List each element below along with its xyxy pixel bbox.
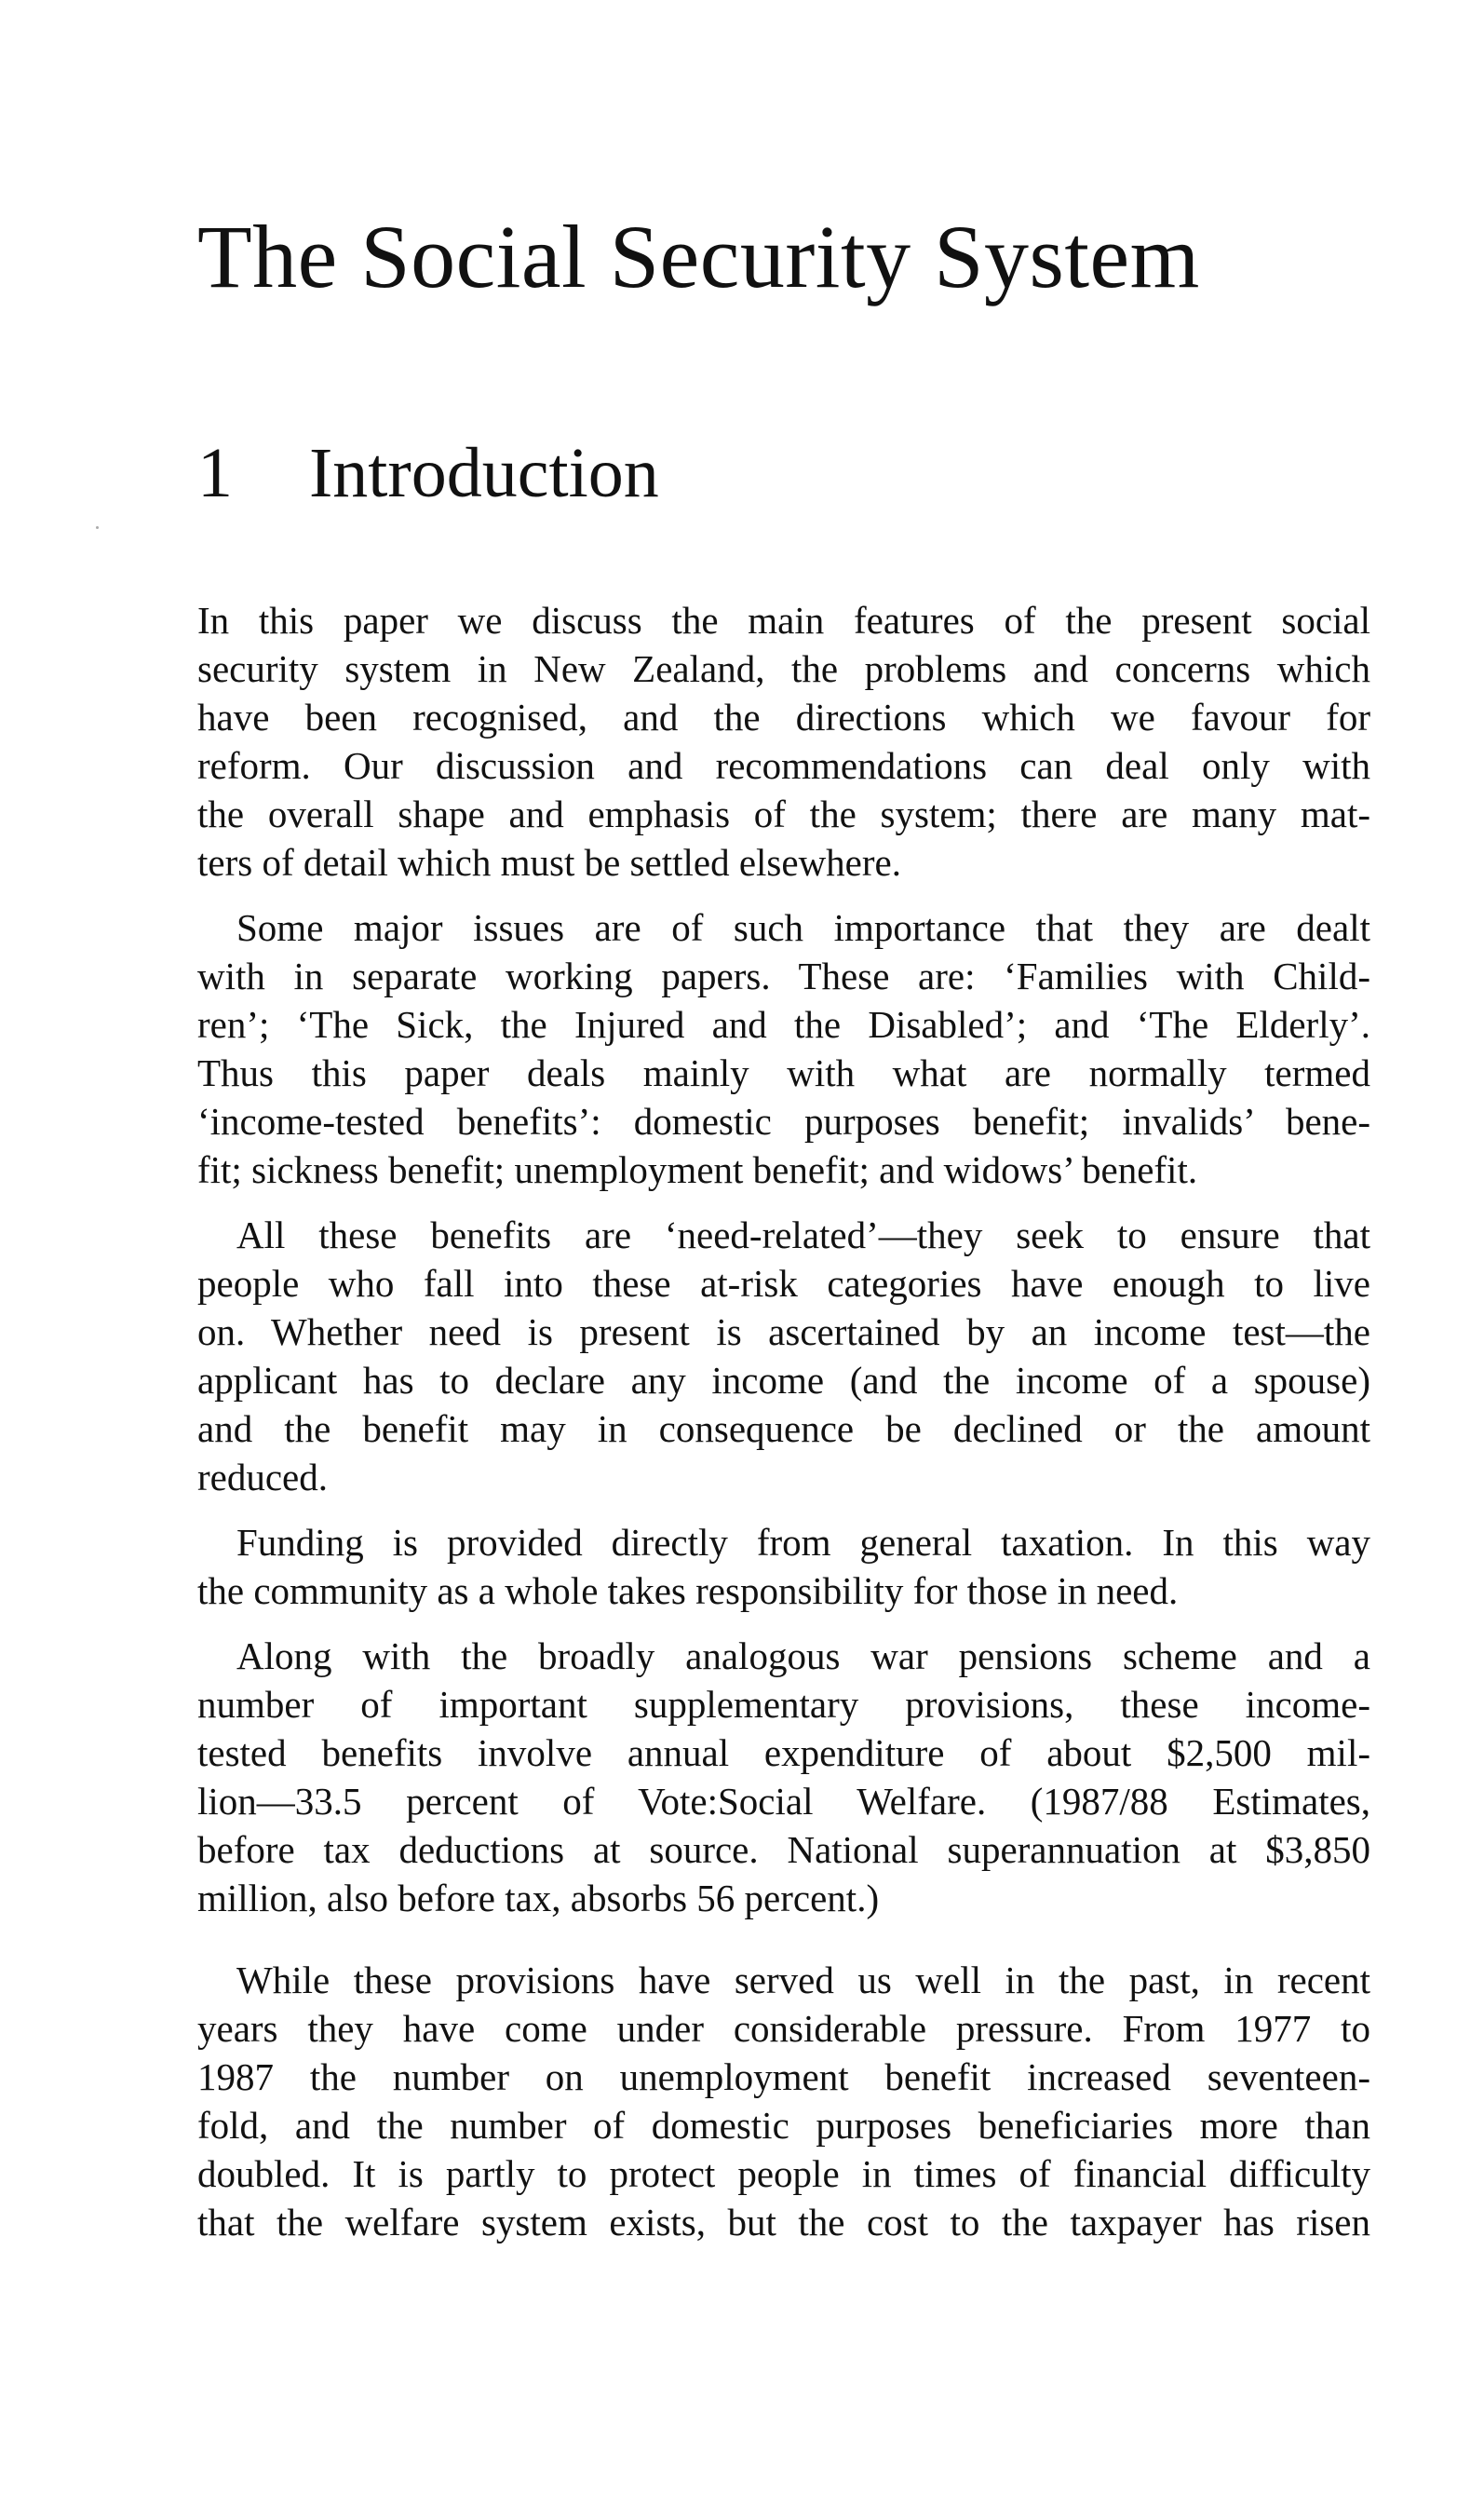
text-line: ters of detail which must be settled elsewhere. bbox=[197, 841, 901, 884]
section-heading bbox=[197, 434, 659, 512]
text-line: the overall shape and emphasis of the system; there are many mat- bbox=[197, 793, 1370, 835]
text-line: All these benefits are ‘need-related’—they seek to ensure that bbox=[236, 1213, 1370, 1256]
section-title: Introduction bbox=[309, 434, 659, 512]
paragraph-4 bbox=[197, 1518, 1370, 1615]
text-line: Along with the broadly analogous war pensions scheme and a bbox=[236, 1634, 1370, 1677]
text-line: Some major issues are of such importance that they are dealt bbox=[236, 906, 1370, 949]
text-line: and the benefit may in consequence be declined or the amount bbox=[197, 1407, 1370, 1450]
text-line: number of important supplementary provisions, these income- bbox=[197, 1683, 1370, 1726]
text-line: that the welfare system exists, but the cost to the taxpayer has risen bbox=[197, 2201, 1370, 2244]
text-line: people who fall into these at-risk categories have enough to live bbox=[197, 1262, 1370, 1305]
text-line: fold, and the number of domestic purposes beneficiaries more than bbox=[197, 2104, 1370, 2147]
text-line: years they have come under considerable pressure. From 1977 to bbox=[197, 2007, 1370, 2050]
section-number: 1 bbox=[197, 434, 233, 512]
paragraph-2 bbox=[197, 903, 1370, 1194]
paragraph-3 bbox=[197, 1211, 1370, 1501]
text-line: While these provisions have served us well in the past, in recent bbox=[236, 1959, 1370, 2001]
text-line: security system in New Zealand, the problems and concerns which bbox=[197, 647, 1370, 690]
text-line: applicant has to declare any income (and the income of a spouse) bbox=[197, 1359, 1370, 1402]
text-line: Thus this paper deals mainly with what are normally termed bbox=[197, 1051, 1370, 1094]
text-line: on. Whether need is present is ascertained by an income test—the bbox=[197, 1310, 1370, 1353]
text-line: million, also before tax, absorbs 56 percent.) bbox=[197, 1877, 880, 1919]
text-line: ‘income-tested benefits’: domestic purposes benefit; invalids’ bene- bbox=[197, 1100, 1370, 1143]
text-line: reduced. bbox=[197, 1456, 328, 1498]
text-line: reform. Our discussion and recommendations can deal only with bbox=[197, 744, 1370, 787]
paragraph-1 bbox=[197, 596, 1370, 887]
text-line: tested benefits involve annual expenditure of about $2,500 mil- bbox=[197, 1731, 1370, 1774]
text-line: 1987 the number on unemployment benefit increased seventeen- bbox=[197, 2055, 1370, 2098]
text-line: ren’; ‘The Sick, the Injured and the Disabled’; and ‘The Elderly’. bbox=[197, 1003, 1370, 1046]
text-line: Funding is provided directly from general taxation. In this way bbox=[236, 1521, 1370, 1564]
paragraph-6 bbox=[197, 1956, 1370, 2246]
page-title: The Social Security System bbox=[197, 207, 1200, 306]
text-line: fit; sickness benefit; unemployment benefit; and widows’ benefit. bbox=[197, 1148, 1198, 1191]
text-line: lion—33.5 percent of Vote:Social Welfare. (1987/88 Estimates, bbox=[197, 1780, 1370, 1823]
text-line: the community as a whole takes responsibility for those in need. bbox=[197, 1569, 1179, 1612]
text-line: before tax deductions at source. National superannuation at $3,850 bbox=[197, 1828, 1370, 1871]
text-line: doubled. It is partly to protect people in times of financial difficulty bbox=[197, 2152, 1370, 2195]
paragraph-5 bbox=[197, 1632, 1370, 1922]
scan-speck bbox=[96, 526, 99, 529]
text-line: with in separate working papers. These are: ‘Families with Child- bbox=[197, 955, 1370, 997]
body-text bbox=[197, 596, 1370, 2246]
text-line: In this paper we discuss the main features of the present social bbox=[197, 599, 1370, 642]
text-line: have been recognised, and the directions which we favour for bbox=[197, 696, 1370, 739]
